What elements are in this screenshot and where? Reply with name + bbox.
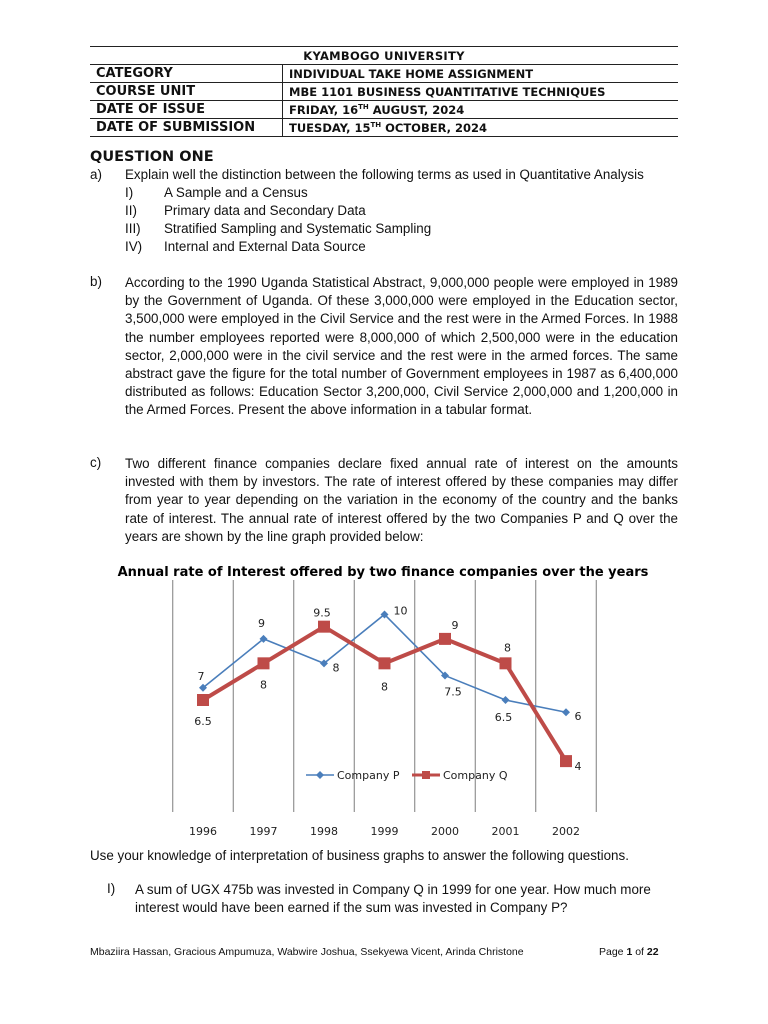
data-point-company-p <box>562 708 570 716</box>
part-a-text: Explain well the distinction between the following terms as used in Quantitative Analysis <box>125 167 644 182</box>
x-tick-label: 1996 <box>189 825 217 838</box>
x-tick-label: 2000 <box>431 825 459 838</box>
data-point-company-p <box>502 696 510 704</box>
data-label-company-q: 9 <box>451 618 459 632</box>
x-tick-label: 2001 <box>491 825 520 838</box>
chart-title: Annual rate of Interest offered by two finance companies over the years <box>117 565 649 580</box>
header-value-course-unit: MBE 1101 BUSINESS QUANTITATIVE TECHNIQUES <box>283 83 679 101</box>
list-item-num: II) <box>125 203 137 218</box>
list-item-text: Internal and External Data Source <box>164 239 366 254</box>
footer-authors: Mbaziira Hassan, Gracious Ampumuza, Wabwire Joshua, Ssekyewa Vicent, Arinda Christone <box>90 946 524 958</box>
legend-label: Company Q <box>443 769 508 782</box>
part-b-text: According to the 1990 Uganda Statistical Abstract, 9,000,000 people were employed in 1989 by the Government of Uganda. Of these 3,000,000 were employed in the Education sector, 3,500,000 were employed in the Civil Service and the rest were in the Armed Forces. In 1988 the number employees reported were 8,000,000 of which 2,500,000 were in the education sector, 2,000,000 were in the civil service and the rest were in the armed forces. The same abstract gave the figure for the total number of Government employees in 1987 as 6,400,000 distributed as follows: Education Sector 3,200,000, Civil Service 2,000,000 and 1,200,000 in the Armed Forces. Present the above information in a tabular format. <box>125 275 678 418</box>
header-key-date-of-submission: DATE OF SUBMISSION <box>90 119 283 137</box>
university-name: KYAMBOGO UNIVERSITY <box>90 47 678 65</box>
legend-label: Company P <box>337 769 400 782</box>
data-label-company-p: 6 <box>574 710 582 724</box>
part-a-label: a) <box>90 167 102 182</box>
header-value-category: INDIVIDUAL TAKE HOME ASSIGNMENT <box>283 65 679 83</box>
data-point-company-q <box>500 657 512 669</box>
x-tick-label: 1999 <box>370 825 399 838</box>
x-tick-label: 1998 <box>310 825 338 838</box>
instruction-text: Use your knowledge of interpretation of business graphs to answer the following questions. <box>90 848 629 863</box>
interest-rate-line-chart <box>90 560 690 842</box>
part-c-label: c) <box>90 455 102 470</box>
header-table <box>90 46 678 137</box>
list-item-text: A Sample and a Census <box>164 185 308 200</box>
data-label-company-q: 9.5 <box>313 606 331 620</box>
data-label-company-p: 9 <box>258 616 265 630</box>
data-label-company-q: 8 <box>504 641 511 655</box>
question-title: QUESTION ONE <box>90 149 214 165</box>
sub-question-text: A sum of UGX 475b was invested in Company Q in 1999 for one year. How much more interest would have been earned if the sum was invested in Company P? <box>135 882 651 916</box>
header-value-date-of-submission: TUESDAY, 15TH OCTOBER, 2024 <box>283 119 679 137</box>
list-item-text: Primary data and Secondary Data <box>164 203 366 218</box>
data-point-company-q <box>560 755 572 767</box>
data-point-company-q <box>318 621 330 633</box>
part-b-label: b) <box>90 274 102 289</box>
data-point-company-q <box>439 633 451 645</box>
data-label-company-p: 8 <box>332 661 340 675</box>
data-point-company-q <box>258 657 270 669</box>
data-label-company-p: 7.5 <box>444 685 462 699</box>
data-point-company-q <box>379 657 391 669</box>
data-label-company-q: 6.5 <box>194 715 212 728</box>
header-key-date-of-issue: DATE OF ISSUE <box>90 101 283 119</box>
list-item-num: III) <box>125 221 141 236</box>
data-label-company-q: 8 <box>381 680 388 694</box>
footer-page-number: Page 1 of 22 <box>599 946 659 958</box>
data-label-company-q: 8 <box>260 678 267 692</box>
data-label-company-p: 10 <box>393 604 408 618</box>
series-line-company-q <box>203 627 566 761</box>
legend-marker <box>422 771 430 779</box>
sub-question-num: I) <box>107 881 116 896</box>
list-item-num: I) <box>125 185 134 200</box>
data-label-company-p: 7 <box>197 669 205 683</box>
chart-legend <box>306 769 508 782</box>
list-item-text: Stratified Sampling and Systematic Sampling <box>164 221 432 236</box>
header-value-date-of-issue: FRIDAY, 16TH AUGUST, 2024 <box>283 101 679 119</box>
list-item-num: IV) <box>125 239 143 254</box>
header-key-category: CATEGORY <box>90 65 283 83</box>
chart-x-axis <box>189 825 580 838</box>
data-point-company-q <box>197 694 209 706</box>
data-label-company-p: 6.5 <box>494 711 513 724</box>
legend-marker <box>316 771 324 779</box>
part-c-text: Two different finance companies declare fixed annual rate of interest on the amounts invested with them by investors. The rate of interest offered by these companies may differ from year to year depending on the variation in the economy of the country and the banks rate of interest. The annual rate of interest offered by the two Companies P and Q over the years are shown by the line graph provided below: <box>125 456 678 544</box>
header-key-course-unit: COURSE UNIT <box>90 83 283 101</box>
x-tick-label: 1997 <box>249 825 278 838</box>
x-tick-label: 2002 <box>552 825 580 838</box>
data-label-company-q: 4 <box>574 760 582 774</box>
